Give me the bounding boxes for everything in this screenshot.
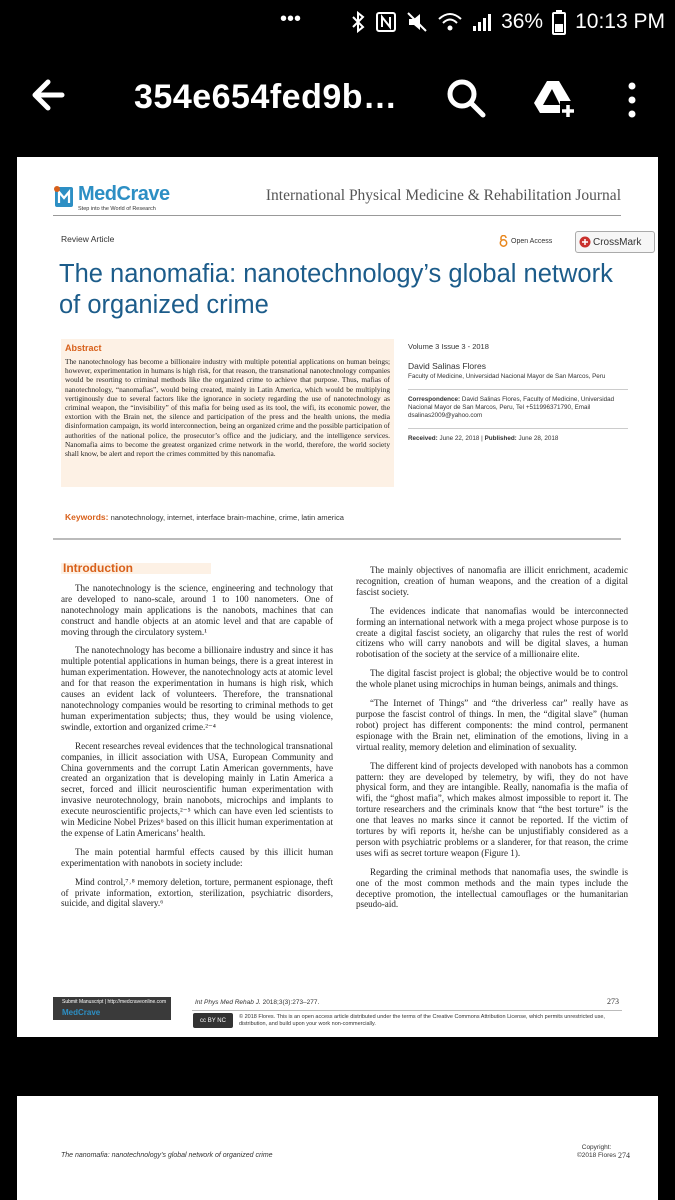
- citation: [195, 999, 319, 1006]
- search-icon[interactable]: [444, 76, 488, 120]
- received-label: Received:: [408, 434, 438, 442]
- signal-icon: [472, 10, 492, 34]
- wifi-icon: [437, 10, 463, 34]
- body-paragraph: The mainly objectives of nanomafia are illicit enrichment, academic recognition, creation of human weapons, and the creation of a digital fascist society.: [356, 565, 628, 597]
- crossmark-label: CrossMark: [593, 236, 642, 248]
- status-bar: [0, 0, 675, 44]
- journal-name: International Physical Medicine & Rehabilitation Journal: [265, 187, 621, 204]
- brand-tagline: Step into the World of Research: [78, 206, 156, 212]
- add-to-drive-icon[interactable]: [532, 77, 576, 121]
- header-divider: [53, 215, 621, 216]
- body-paragraph: The nanotechnology is the science, engineering and technology that are developed to nano-scale, around 1 to 100 nanometers. One of nanotechnology main applications is the nanobots, machines that can construct and handle objects at an atomic level and that are capable of moving through the circulatory system.¹: [61, 582, 333, 637]
- correspondence-text: David Salinas Flores, Faculty of Medicine, Universidad Nacional Mayor de San Marcos, Peru, Tel +511996371790, Email dsalinas2009@yahoo.com: [408, 395, 615, 420]
- body-paragraph: The nanotechnology has become a billionaire industry and since it has multiple potential applications in human beings, there is a great interest in human experimentation. However, the nanotechnology acts at atomic level and for that reason the experimentation in humans is high risk, which causes an evident lack of volunteers. Therefore, the transnational nanotechnology companies would be resorting to criminal methods to get human experimentation subjects; thus, they would be using violence, swindle, extortion and organized crime.²⁻⁴: [61, 645, 333, 732]
- open-access-label: Open Access: [511, 237, 553, 245]
- brand-name: MedCrave: [78, 183, 170, 205]
- document-title: 354e654fed9b…: [134, 78, 398, 116]
- body-paragraph: The main potential harmful effects caused by this illicit human experimentation with nanobots in society include:: [61, 846, 333, 868]
- meta-divider: [408, 389, 628, 390]
- keywords-label: Keywords:: [65, 512, 109, 522]
- keywords: [65, 512, 395, 522]
- crossmark-icon: [579, 236, 591, 248]
- published-label: Published:: [484, 434, 517, 442]
- pdf-page-274: [17, 1096, 658, 1200]
- medcrave-logo-icon: [53, 185, 75, 209]
- footer-divider: [192, 1010, 622, 1011]
- mute-icon: [406, 10, 428, 34]
- article-info: [408, 343, 628, 443]
- copyright-label: Copyright:: [581, 1144, 612, 1151]
- keywords-list: nanotechnology, internet, interface brain-machine, crime, latin america: [110, 513, 344, 522]
- correspondence: [408, 396, 628, 421]
- nfc-icon: [375, 10, 397, 34]
- author-affiliation: Faculty of Medicine, Universidad Nacional Mayor de San Marcos, Peru: [408, 372, 606, 380]
- more-options-icon[interactable]: [620, 78, 644, 122]
- abstract-box: [61, 339, 394, 487]
- body-paragraph: The evidences indicate that nanomafias would be interconnected forming an international network with a mega project whose purpose is to create a digital fascist society, an oligarchy that rules the rest of world citizens who will carry nanobots and will be digital slaves, a human robotisation of the society at the service of a millionaire elite.: [356, 605, 628, 660]
- crossmark-button[interactable]: [575, 231, 655, 253]
- page-number: 274: [618, 1151, 630, 1160]
- body-paragraph: The digital fascist project is global; the objective would be to control the whole planet using microchips in human beings, animals and things.: [356, 668, 628, 690]
- body-paragraph: “The Internet of Things” and “the driverless car” really have as purpose the fascist control of things. In men, the “digital slave” (human robot) project has different components: the mind control, permanent espionage with the Brain net, elimination of the emotions, living in a virtual reality, memory deletion and elimination of sexuality.: [356, 698, 628, 752]
- open-access-badge: [499, 235, 552, 247]
- clock: 10:13 PM: [575, 10, 665, 33]
- published-date: June 28, 2018: [518, 434, 559, 442]
- body-paragraph: Mind control,⁷˒⁸ memory deletion, torture, permanent espionage, theft of private information, extortion, sterilization, psychiatric disorders, suicide, and digital slavery.⁶: [61, 876, 333, 909]
- correspondence-label: Correspondence:: [408, 395, 461, 403]
- introduction-heading: Introduction: [61, 563, 211, 574]
- page-number: 273: [607, 997, 619, 1006]
- abstract-divider: [53, 538, 621, 540]
- copyright-holder: ©2018 Flores: [577, 1152, 617, 1159]
- body-paragraph: Recent researches reveal evidences that the technological transnational companies, in illicit association with USA, European Community and China governments and the corrupt Latin American governments, have created an organization that is developing mainly in Latin America a secret, forced and illicit neuroscientific human experimentation with invasive neurotechnology, brain nanobots, microchips and implants to execute neuroscientific projects,²⁻⁵ which can have even led scientists to win Medicine Nobel Prizes⁶ based on this illicit human experimentation at the expense of Latin Americans’ health.: [61, 740, 333, 838]
- back-arrow-icon[interactable]: [28, 72, 68, 118]
- medcrave-logo: [53, 183, 170, 213]
- cc-badge-label: cc BY NC: [200, 1017, 226, 1024]
- running-title: The nanomafia: nanotechnology’s global network of organized crime: [61, 1152, 273, 1159]
- battery-percent: 36%: [501, 10, 544, 33]
- volume-issue: Volume 3 Issue 3 - 2018: [408, 342, 489, 351]
- open-access-lock-icon: [499, 235, 508, 247]
- submit-manuscript-link[interactable]: Submit Manuscript | http://medcraveonline.com: [62, 999, 167, 1005]
- article-type: Review Article: [61, 234, 115, 244]
- citation-details: 2018;3(3):273‒277.: [262, 999, 320, 1006]
- author-name: David Salinas Flores: [408, 361, 486, 372]
- article-title: The nanomafia: nanotechnology’s global network of organized crime: [59, 260, 613, 319]
- copyright: [577, 1144, 616, 1160]
- received-date: June 22, 2018: [439, 434, 480, 442]
- license-text: © 2018 Flores. This is an open access article distributed under the terms of the Creative Commons Attribution License, which permits unrestricted use, distribution, and build upon your work non-commercially.: [239, 1014, 605, 1027]
- body-paragraph: The different kind of projects developed with nanobots has a common pattern: they are developed by telemetry, by wifi, they do not have physical form, and they are intangible. Really, nanomafia is the mafia of wifi, the “ghost mafia”, which makes almost impossible to report it. The torture researchers and the criminals know that “the best torture” is the one that leaves no marks since it cannot be reported. If the victim of tortures by wifi reports it, he/she can be unjustifiably considered as a person with psychiatric problems or a slanderer, for that reason, the crime uses wifi as secret torture weapon (Figure 1).: [356, 760, 628, 858]
- meta-divider: [408, 428, 628, 429]
- abstract-heading: Abstract: [65, 343, 102, 353]
- system-icons: [350, 0, 665, 44]
- abstract-text: The nanotechnology has become a billionaire industry with multiple potential applications on human beings; however, experimentation in humans is high risk, for that reason, the transnational nanotechnology companies would be resorting to criminal methods like the organized crime to achieve that purpose. Thus, mafias of nanotechnology, “nanomafias”, would being created, mainly in Latin America, which would be multiplying vertiginously due to several factors like the ignorance in society regarding the use of nanotechnology as criminal weapon, the “invisibility” of this mafia for being used as its tool, the wifi, its economic power, the extortion with the Brain net, the silence and participation of the press and the health unions, the media disinformation campaign, its world interconnection, being an organized crime and the possible participation of authorities of the national police, the prosecutor’s office and the judiciary, and the intelligence services. Nanomafia aims to become the greatest organized crime network in the world, therefore, the world society shall know, be alert and report the crimes committed by this nanomafia.: [65, 357, 390, 459]
- footer-brand: MedCrave: [62, 1008, 101, 1017]
- bluetooth-icon: [350, 10, 366, 34]
- dates: Received: June 22, 2018 | Published: June 28, 2018: [408, 434, 559, 442]
- right-column: [356, 565, 628, 918]
- more-notifications-icon: •••: [280, 8, 302, 30]
- body-paragraph: Regarding the criminal methods that nanomafia uses, the swindle is one of the most common methods and the main types include the deceptive promotion, the intellectual camouflages or the humanitarian pseudo-aid.: [356, 866, 628, 910]
- creative-commons-badge: [193, 1013, 233, 1028]
- pdf-page-273: [17, 157, 658, 1037]
- submit-manuscript-banner[interactable]: [53, 997, 171, 1020]
- left-column: [61, 563, 333, 917]
- app-bar: [0, 44, 675, 154]
- battery-icon: [552, 9, 566, 35]
- citation-journal: Int Phys Med Rehab J.: [195, 999, 261, 1006]
